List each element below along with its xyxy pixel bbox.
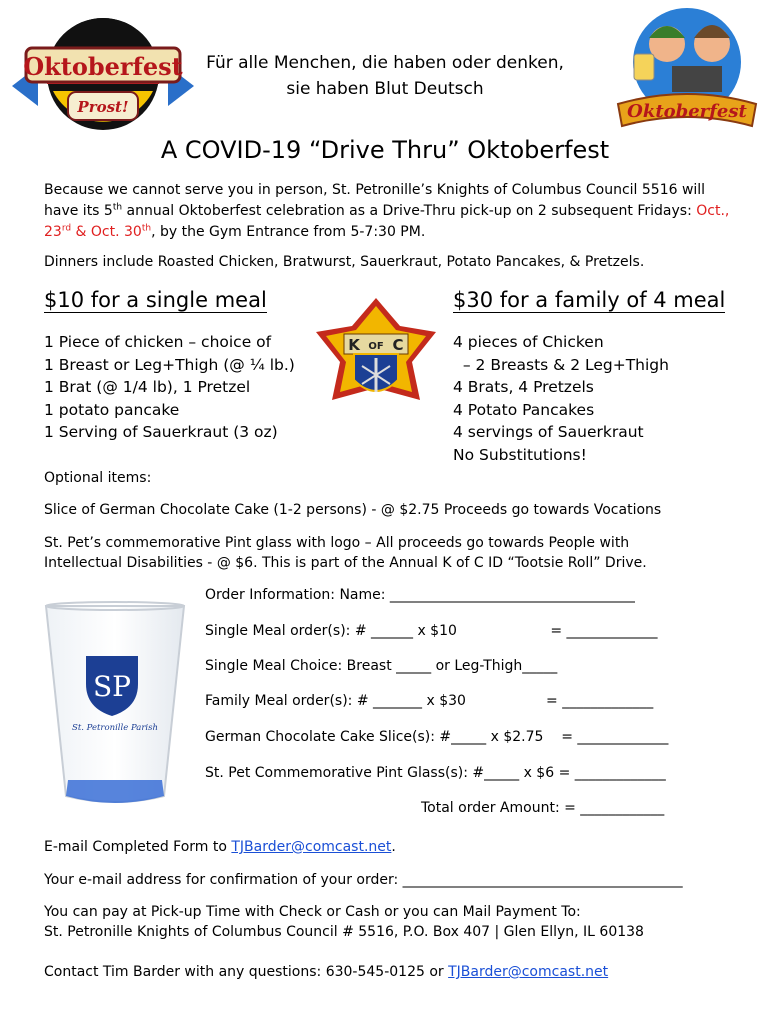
list-item: 1 Brat (@ 1/4 lb), 1 Pretzel [44,378,251,396]
payment-line-2: St. Petronille Knights of Columbus Council # 5516, P.O. Box 407 | Glen Ellyn, IL 60138 [44,924,644,940]
pint-glass-image [40,600,190,812]
contact-prefix: Contact Tim Barder with any questions: 630-545-0125 or [44,964,449,980]
list-item: 1 Breast or Leg+Thigh (@ ¼ lb.) [44,355,295,374]
family-meal-list [453,331,669,466]
email-form-suffix: . [391,839,396,855]
order-name-field[interactable]: Order Information: Name: ___________________________________ [205,587,635,603]
glass-parish: St. Petronille Parish [72,723,158,733]
motto [150,50,620,102]
order-single-choice-field[interactable]: Single Meal Choice: Breast _____ or Leg-Thigh_____ [205,658,558,674]
list-item: 1 Serving of Sauerkraut (3 oz) [44,423,278,441]
single-meal-heading [44,288,267,312]
optional-glass-line-2: Intellectual Disabilities - @ $6. This is part of the Annual K of C ID “Tootsie Roll” Drive. [44,555,647,571]
optional-cake: Slice of German Chocolate Cake (1-2 persons) - @ $2.75 Proceeds go towards Vocations [44,502,662,518]
list-item: 4 Brats, 4 Pretzels [453,378,594,396]
contact-email-link[interactable]: TJBarder@comcast.net [448,964,609,980]
intro-date-a-sup: rd [61,223,72,234]
list-item: 1 potato pancake [44,400,180,419]
email-form-line [44,837,396,857]
list-item: 1 Piece of chicken – choice of [44,333,272,351]
kofc-k: K [348,336,360,354]
intro-part-1: Because we cannot serve you in person, St. Petronille’s Knights of Columbus Council 5516 will have its 5 [44,182,706,219]
order-pint-glass-field[interactable]: St. Pet Commemorative Pint Glass(s): #_____ x $6 = _____________ [205,765,666,781]
page-title: A COVID-19 “Drive Thru” Oktoberfest [160,136,610,164]
motto-line-1: Für alle Menchen, die haben oder denken, [206,53,564,73]
order-cake-slices-field[interactable]: German Chocolate Cake Slice(s): #_____ x $2.75 = _____________ [205,729,669,745]
list-item: 4 pieces of Chicken [453,333,604,351]
intro-part-2: annual Oktoberfest celebration as a Drive-Thru pick-up on 2 subsequent Fridays: [122,203,692,219]
single-meal-list [44,331,295,444]
intro-paragraph [44,180,734,243]
order-total-field[interactable]: Total order Amount: = ____________ [421,800,665,816]
intro-date-b: & Oct. 30 [71,224,142,240]
kofc-c: C [392,336,404,354]
list-item: 4 Potato Pancakes [453,400,595,419]
intro-sup-1: th [112,202,123,213]
list-item: – 2 Breasts & 2 Leg+Thigh [453,355,669,374]
dinners-text: Dinners include Roasted Chicken, Bratwurst, Sauerkraut, Potato Pancakes, & Pretzels. [44,254,645,270]
logo-left-text: Oktoberfest [23,52,183,81]
contact-line [44,962,608,982]
list-item: No Substitutions! [453,445,587,464]
motto-line-2: sie haben Blut Deutsch [286,79,484,99]
intro-part-3: , by the Gym Entrance from 5-7:30 PM. [151,224,426,240]
family-meal-heading [453,288,725,312]
optional-label: Optional items: [44,470,152,486]
single-meal-heading-text: $10 for a single meal [44,288,267,312]
optional-glass-line-1: St. Pet’s commemorative Pint glass with logo – All proceeds go towards People with [44,535,630,551]
order-single-meals-field[interactable]: Single Meal order(s): # ______ x $10 = _____________ [205,623,658,639]
glass-initials: SP [92,670,132,703]
kofc-emblem-icon [314,296,438,426]
oktoberfest-logo-right [612,4,762,132]
email-link[interactable]: TJBarder@comcast.net [231,839,392,855]
list-item: 4 servings of Sauerkraut [453,423,644,441]
confirmation-email-field[interactable]: Your e-mail address for confirmation of your order: ________________________________________ [44,872,683,888]
email-form-prefix: E-mail Completed Form to [44,839,232,855]
intro-date-a: Oct., 23 [44,203,730,240]
payment-line-1: You can pay at Pick-up Time with Check or Cash or you can Mail Payment To: [44,904,581,920]
intro-date-b-sup: th [141,223,152,234]
order-family-meals-field[interactable]: Family Meal order(s): # _______ x $30 = _____________ [205,693,654,709]
logo-left-sub: Prost! [77,98,129,116]
kofc-of: OF [368,341,384,352]
family-meal-heading-text: $30 for a family of 4 meal [453,288,726,312]
logo-right-text: Oktoberfest [627,101,747,122]
